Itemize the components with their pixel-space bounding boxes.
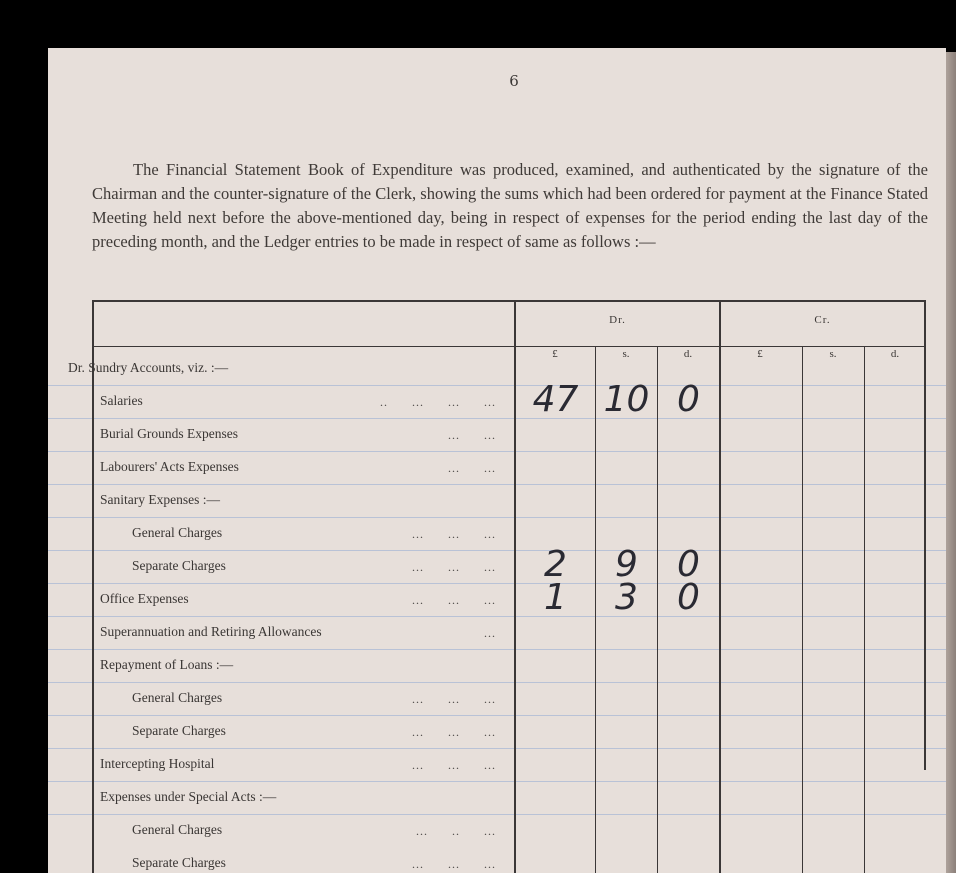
cr-column-divider [719, 300, 721, 873]
row-label: Separate Charges [132, 558, 226, 573]
dr-heading: Dr. [609, 314, 626, 326]
handwritten-amount: 10 [603, 379, 650, 420]
ruled-line [48, 517, 946, 518]
table-left-border [92, 300, 94, 873]
row-label: Expenses under Special Acts :— [100, 789, 277, 804]
dr-pence-heading: d. [683, 348, 693, 360]
handwritten-amount: 0 [677, 577, 700, 618]
row-label: General Charges [132, 525, 223, 540]
leader-dots: ... ... ... [412, 560, 496, 574]
ruled-line [48, 649, 946, 650]
header-underline [92, 346, 926, 347]
row-label: Superannuation and Retiring Allowances [100, 624, 322, 639]
cr-pounds-heading: £ [757, 348, 763, 360]
row-label: Sanitary Expenses :— [100, 492, 220, 507]
ruled-line [48, 484, 946, 485]
intro-paragraph: The Financial Statement Book of Expenditure was produced, examined, and authenticated by the signature of the Chairman and the counter-signature of the Clerk, showing the sums which had been ordered for payment at the Finance Stated Meeting held next before the above-mentioned day, being in respect of expenses for the period ending the last day of the preceding month, and the Ledger entries to be made in respect of same as follows :— [92, 160, 928, 251]
leader-dots: ... ... ... [412, 527, 496, 541]
row-label: General Charges [132, 690, 223, 705]
ruled-line [48, 418, 946, 419]
handwritten-amount: 0 [677, 379, 700, 420]
ruled-line [48, 550, 946, 551]
page-number: 6 [509, 72, 519, 90]
row-label: Intercepting Hospital [100, 756, 215, 771]
row-label: Burial Grounds Expenses [100, 426, 238, 441]
dr-pounds-heading: £ [552, 348, 558, 360]
row-label: Repayment of Loans :— [100, 657, 234, 672]
leader-dots: ... [484, 626, 496, 640]
row-label: Salaries [100, 393, 143, 408]
row-label: Separate Charges [132, 855, 226, 870]
handwritten-amount: 9 [615, 544, 638, 585]
ruled-line [48, 616, 946, 617]
leader-dots: ... ... [448, 428, 496, 442]
row-label: Dr. Sundry Accounts, viz. :— [68, 360, 229, 375]
ledger-page [48, 48, 946, 873]
ruled-line [48, 451, 946, 452]
row-label: Separate Charges [132, 723, 226, 738]
cr-heading: Cr. [814, 314, 831, 326]
cr-shillings-heading: s. [829, 348, 837, 360]
leader-dots: ... ... ... [412, 725, 496, 739]
ruled-line [48, 682, 946, 683]
row-label: Office Expenses [100, 591, 189, 606]
leader-dots: ... ... ... [412, 758, 496, 772]
ruled-line [48, 814, 946, 815]
table-right-border [924, 300, 926, 770]
leader-dots: ... ... ... [412, 593, 496, 607]
handwritten-amount: 0 [677, 544, 700, 585]
shillings-divider-cr [802, 346, 803, 873]
ruled-line [48, 748, 946, 749]
pence-divider-cr [864, 346, 865, 873]
row-label: General Charges [132, 822, 223, 837]
ruled-line [48, 715, 946, 716]
handwritten-amount: 3 [615, 577, 638, 618]
leader-dots: ... ... ... [412, 692, 496, 706]
leader-dots: .. ... ... ... [380, 395, 496, 409]
cr-pence-heading: d. [890, 348, 900, 360]
handwritten-amount: 47 [532, 379, 579, 420]
handwritten-amount: 1 [544, 577, 567, 618]
handwritten-amount: 2 [544, 544, 567, 585]
ruled-line [48, 781, 946, 782]
leader-dots: ... ... ... [412, 857, 496, 871]
leader-dots: ... ... [448, 461, 496, 475]
row-label: Labourers' Acts Expenses [100, 459, 239, 474]
ruled-line [48, 385, 946, 386]
ruled-line [48, 583, 946, 584]
table-top-border [92, 300, 926, 302]
dr-shillings-heading: s. [622, 348, 630, 360]
leader-dots: ... .. ... [416, 824, 496, 838]
